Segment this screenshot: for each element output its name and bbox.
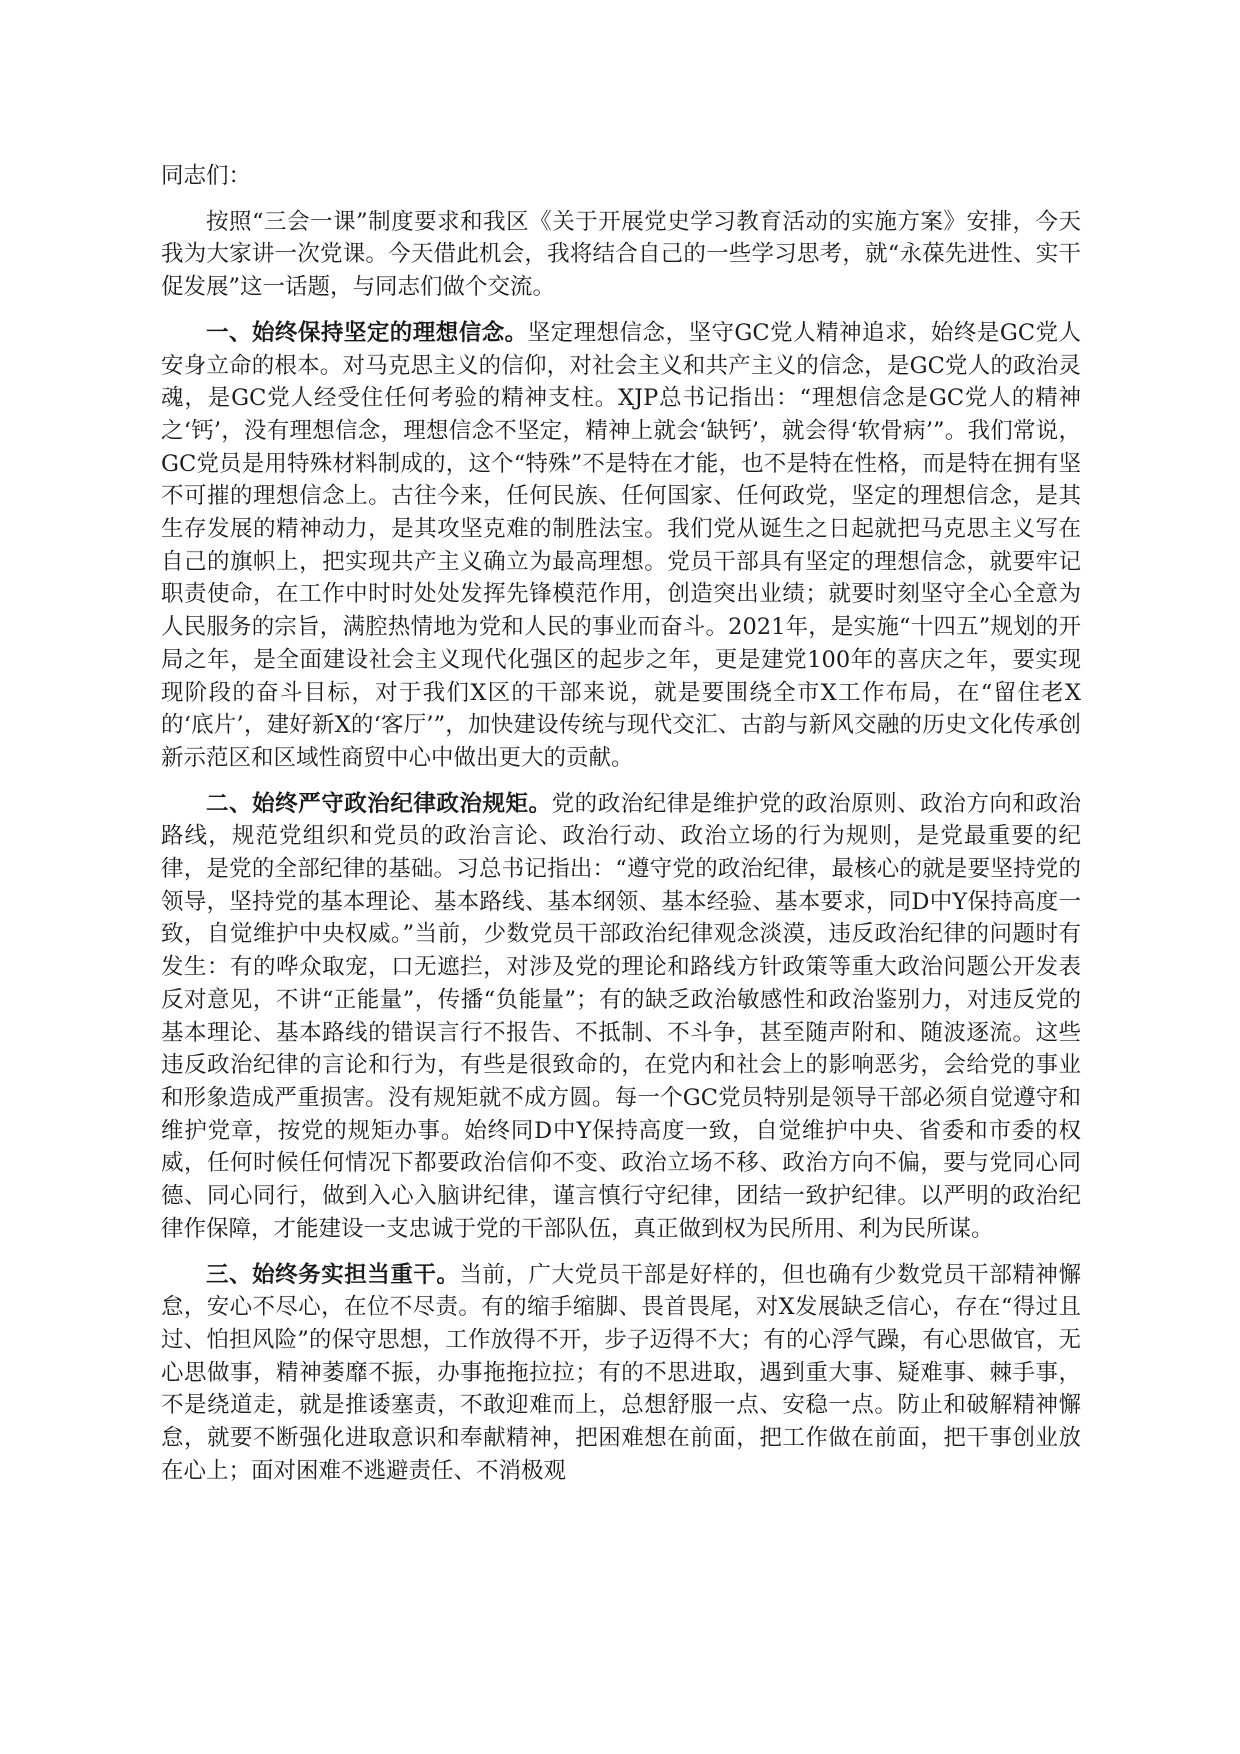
document-page xyxy=(161,160,1081,1500)
section-3-paragraph xyxy=(161,1259,1081,1488)
section-1-paragraph xyxy=(161,317,1081,775)
section-2-paragraph xyxy=(161,788,1081,1246)
section-1-heading: 一、始终保持坚定的理想信念。 xyxy=(206,319,528,346)
section-3-text: 当前，广大党员干部是好样的，但也确有少数党员干部精神懈怠，安心不尽心，在位不尽责。有的缩手缩脚、畏首畏尾，对X发展缺乏信心，存在“得过且过、怕担风险”的保守思想，工作放得不开，步子迈得不大；有的心浮气躁，有心思做官，无心思做事，精神萎靡不振，办事拖拖拉拉；有的不思进取，遇到重大事、疑难事、棘手事，不是绕道走，就是推诿塞责，不敢迎难而上，总想舒服一点、安稳一点。防止和破解精神懈怠，就要不断强化进取意识和奉献精神，把困难想在前面，把工作做在前面，把干事创业放在心上；面对困难不逃避责任、不消极观 xyxy=(161,1261,1081,1484)
section-1-text: 坚定理想信念，坚守GC党人精神追求，始终是GC党人安身立命的根本。对马克思主义的信仰，对社会主义和共产主义的信念，是GC党人的政治灵魂，是GC党人经受住任何考验的精神支柱。XJP总书记指出：“理想信念是GC党人的精神之‘钙’，没有理想信念，理想信念不坚定，精神上就会‘缺钙’，就会得‘软骨病’”。我们常说，GC党员是用特殊材料制成的，这个“特殊”不是特在才能，也不是特在性格，而是特在拥有坚不可摧的理想信念上。古往今来，任何民族、任何国家、任何政党，坚定的理想信念，是其生存发展的精神动力，是其攻坚克难的制胜法宝。我们党从诞生之日起就把马克思主义写在自己的旗帜上，把实现共产主义确立为最高理想。党员干部具有坚定的理想信念，就要牢记职责使命，在工作中时时处处发挥先锋模范作用，创造突出业绩；就要时刻坚守全心全意为人民服务的宗旨，满腔热情地为党和人民的事业而奋斗。2021年，是实施“十四五”规划的开局之年，是全面建设社会主义现代化强区的起步之年，更是建党100年的喜庆之年，要实现现阶段的奋斗目标，对于我们X区的干部来说，就是要围绕全市X工作布局，在“留住老X的‘底片’，建好新X的‘客厅’”，加快建设传统与现代交汇、古韵与新风交融的历史文化传承创新示范区和区域性商贸中心中做出更大的贡献。 xyxy=(161,319,1081,771)
section-3-heading: 三、始终务实担当重干。 xyxy=(206,1261,460,1288)
section-2-heading: 二、始终严守政治纪律政治规矩。 xyxy=(206,790,552,817)
paragraph-text: 按照“三会一课”制度要求和我区《关于开展党史学习教育活动的实施方案》安排，今天我为大家讲一次党课。今天借此机会，我将结合自己的一些学习思考，就“永葆先进性、实干促发展”这一话题，与同志们做个交流。 xyxy=(161,208,1081,301)
greeting: 同志们： xyxy=(161,163,252,189)
section-2-text: 党的政治纪律是维护党的政治原则、政治方向和政治路线，规范党组织和党员的政治言论、政治行动、政治立场的行为规则，是党最重要的纪律，是党的全部纪律的基础。习总书记指出：“遵守党的政治纪律，最核心的就是要坚持党的领导，坚持党的基本理论、基本路线、基本纲领、基本经验、基本要求，同D中Y保持高度一致，自觉维护中央权威。”当前，少数党员干部政治纪律观念淡漠，违反政治纪律的问题时有发生：有的哗众取宠，口无遮拦，对涉及党的理论和路线方针政策等重大政治问题公开发表反对意见，不讲“正能量”，传播“负能量”；有的缺乏政治敏感性和政治鉴别力，对违反党的基本理论、基本路线的错误言行不报告、不抵制、不斗争，甚至随声附和、随波逐流。这些违反政治纪律的言论和行为，有些是很致命的，在党内和社会上的影响恶劣，会给党的事业和形象造成严重损害。没有规矩就不成方圆。每一个GC党员特别是领导干部必须自觉遵守和维护党章，按党的规矩办事。始终同D中Y保持高度一致，自觉维护中央、省委和市委的权威，任何时候任何情况下都要政治信仰不变、政治立场不移、政治方向不偏，要与党同心同德、同心同行，做到入心入脑讲纪律，谨言慎行守纪律，团结一致护纪律。以严明的政治纪律作保障，才能建设一支忠诚于党的干部队伍，真正做到权为民所用、利为民所谋。 xyxy=(161,790,1081,1242)
intro-paragraph xyxy=(161,206,1081,304)
